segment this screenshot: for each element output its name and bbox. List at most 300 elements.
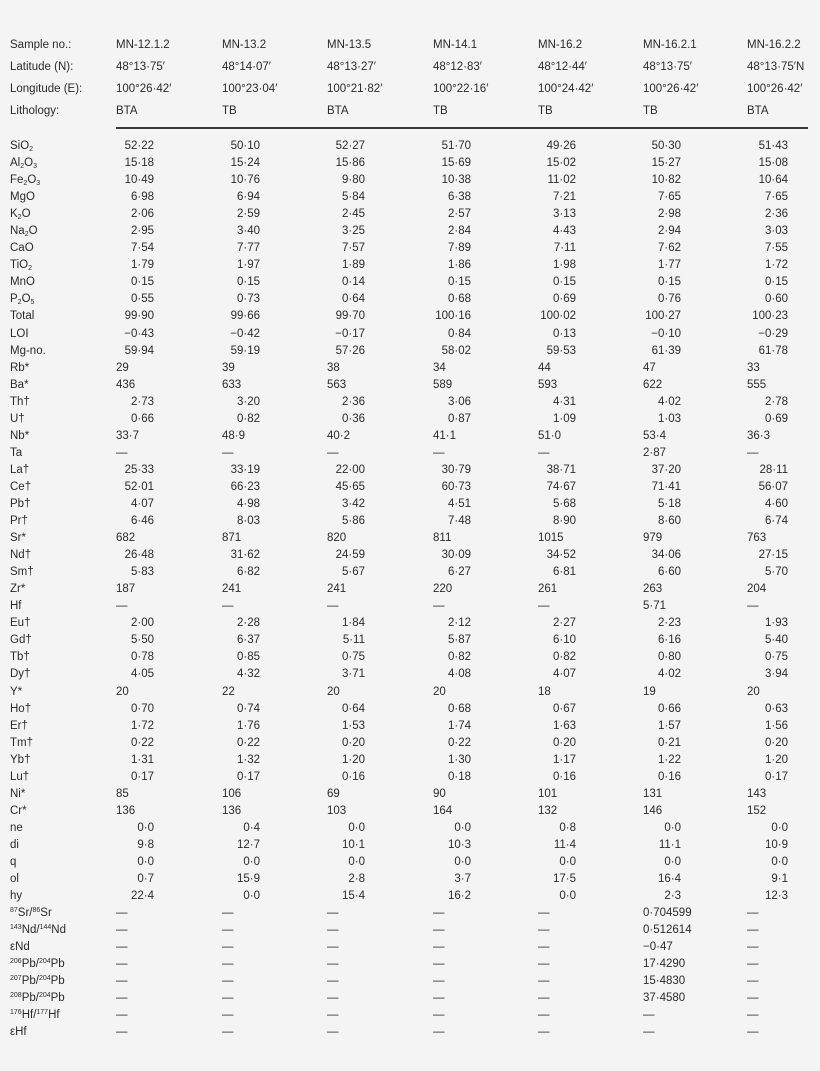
table-row [0, 1024, 820, 1041]
table-row [0, 649, 820, 666]
table-row [0, 956, 820, 973]
table-cell: — [747, 941, 759, 954]
table-cell: 0·15 [657, 276, 681, 289]
table-row [0, 701, 820, 718]
table-cell: 85 [116, 787, 129, 800]
table-cell: 47 [643, 361, 656, 374]
table-cell: 0·18 [447, 770, 471, 783]
table-cell: 622 [643, 378, 663, 391]
table-cell: 22·4 [130, 890, 154, 903]
table-cell: 6·94 [236, 191, 260, 204]
header-cell: MN-14.1 [433, 39, 478, 51]
table-cell: 241 [327, 583, 347, 596]
table-cell: — [222, 975, 234, 988]
table-cell: 0·69 [764, 412, 788, 425]
table-cell: 51·0 [538, 429, 562, 442]
header-cell: 48°13·75′N [747, 61, 805, 73]
table-row [0, 564, 820, 581]
table-cell: 61·39 [651, 344, 681, 357]
table-cell: 3·94 [764, 668, 788, 681]
row-label: $K_2O$ [10, 208, 31, 222]
header-cell: MN-13.5 [327, 39, 372, 51]
table-cell: 3·42 [341, 497, 365, 510]
table-row [0, 479, 820, 496]
table-cell: 0·17 [236, 770, 260, 783]
table-cell: — [747, 992, 759, 1005]
table-cell: 3·20 [236, 395, 260, 408]
row-label: Nd† [10, 549, 32, 562]
table-cell: 5·86 [341, 515, 365, 528]
table-cell: 26·48 [124, 549, 154, 562]
row-label: Yb† [10, 753, 31, 766]
table-cell: 99·66 [230, 310, 260, 323]
table-cell: 6·82 [236, 566, 260, 579]
table-cell: 0·17 [130, 770, 154, 783]
table-body [0, 138, 820, 1041]
header-cell: 100°21·82′ [327, 83, 383, 95]
row-label: LOI [10, 327, 29, 340]
table-cell: 7·89 [447, 242, 471, 255]
table-cell: 1·22 [657, 753, 681, 766]
table-cell: 0·0 [771, 821, 788, 834]
header-cell: 100°26·42′ [747, 83, 803, 95]
table-row [0, 206, 820, 223]
table-cell: 100·27 [645, 310, 681, 323]
header-cell: 100°24·42′ [538, 83, 594, 95]
table-cell: 34 [433, 361, 446, 374]
row-label: Rb* [10, 361, 30, 374]
table-cell: 1·93 [764, 617, 788, 630]
table-cell: 3·25 [341, 225, 365, 238]
table-cell: 1·72 [764, 259, 788, 272]
header-cell: 100°26·42′ [643, 83, 699, 95]
row-label: $^{207}$Pb/$^{204}$Pb [10, 975, 65, 988]
header-cell: MN-12.1.2 [116, 39, 170, 51]
table-cell: 0·20 [764, 736, 788, 749]
table-cell: 220 [433, 583, 453, 596]
row-label: Ce† [10, 480, 32, 493]
table-row [0, 939, 820, 956]
table-cell: 1·57 [657, 719, 681, 732]
table-cell: 1·32 [236, 753, 260, 766]
table-cell: 4·02 [657, 395, 681, 408]
table-cell: — [116, 907, 128, 920]
header-cell: TB [222, 105, 237, 117]
table-row [0, 428, 820, 445]
table-cell: 2·23 [657, 617, 681, 630]
row-label: Gd† [10, 634, 32, 647]
table-cell: 11·02 [547, 174, 576, 187]
table-cell: 2·73 [130, 395, 154, 408]
table-row [0, 513, 820, 530]
table-cell: 0·66 [130, 412, 154, 425]
table-cell: 10·3 [447, 838, 471, 851]
table-cell: 0·0 [137, 855, 154, 868]
header-cell: 48°13·75′ [116, 61, 165, 73]
table-row [0, 581, 820, 598]
table-row [0, 155, 820, 172]
row-label: Sr* [10, 532, 26, 545]
table-cell: 11·1 [658, 838, 681, 851]
table-cell: −0·17 [335, 327, 365, 340]
table-cell: 34·06 [651, 549, 681, 562]
table-row [0, 718, 820, 735]
table-cell: 132 [538, 804, 558, 817]
header-cell: BTA [747, 105, 769, 117]
table-cell: 39 [222, 361, 235, 374]
row-label: $P_2O_5$ [10, 293, 35, 307]
row-label: εNd [10, 941, 30, 954]
table-cell: 0·0 [243, 890, 260, 903]
table-cell: 45·65 [335, 480, 365, 493]
table-cell: — [538, 907, 550, 920]
table-cell: 1·20 [764, 753, 788, 766]
table-cell: 0·67 [552, 702, 576, 715]
table-row [0, 411, 820, 428]
header-cell: 48°14·07′ [222, 61, 271, 73]
table-cell: 50·10 [230, 140, 260, 152]
table-cell: — [538, 446, 550, 459]
table-cell: 15·9 [236, 873, 260, 886]
table-cell: — [538, 1009, 550, 1022]
row-label: SiO$_2$ [10, 140, 34, 153]
table-cell: 2·12 [447, 617, 471, 630]
table-cell: 811 [433, 532, 452, 545]
table-cell: 2·36 [764, 208, 788, 221]
row-label: Zr* [10, 583, 26, 596]
table-cell: 0·704599 [643, 907, 692, 920]
table-cell: 979 [643, 532, 663, 545]
table-cell: 0·17 [764, 770, 788, 783]
row-label: Ba* [10, 378, 29, 391]
row-label: MnO [10, 276, 35, 289]
table-cell: 7·57 [341, 242, 365, 255]
header-cell: 48°12·83′ [433, 61, 482, 73]
table-row [0, 291, 820, 308]
row-label: $Na_2O$ [10, 225, 38, 239]
table-cell: 4·31 [552, 395, 576, 408]
table-cell: 6·60 [657, 566, 681, 579]
table-cell: 31·62 [230, 549, 260, 562]
table-cell: — [327, 941, 339, 954]
table-cell: 0·0 [243, 855, 260, 868]
table-cell: — [538, 941, 550, 954]
header-row [0, 79, 820, 99]
table-cell: −0·42 [230, 327, 260, 340]
table-cell: 1015 [538, 532, 564, 545]
header-row [0, 35, 820, 55]
row-label: Er† [10, 719, 28, 732]
table-cell: 2·98 [657, 208, 681, 221]
table-cell: — [747, 958, 759, 971]
header-rule [116, 127, 808, 129]
table-cell: — [222, 1026, 234, 1039]
table-cell: 0·16 [552, 770, 576, 783]
row-label: $^{87}$Sr/$^{86}$Sr [10, 907, 52, 920]
table-cell: 0·14 [341, 276, 365, 289]
table-cell: 0·64 [341, 293, 365, 306]
table-cell: 3·71 [341, 668, 365, 681]
table-cell: 0·76 [657, 293, 681, 306]
table-row [0, 240, 820, 257]
table-cell: 99·90 [124, 310, 154, 323]
table-row [0, 223, 820, 240]
table-cell: 5·84 [341, 191, 365, 204]
table-cell: 1·72 [130, 719, 154, 732]
table-cell: 20 [433, 685, 446, 698]
table-cell: 187 [116, 583, 136, 596]
table-cell: 3·06 [447, 395, 471, 408]
table-row [0, 547, 820, 564]
header-cell: BTA [116, 105, 138, 117]
table-cell: 100·16 [435, 310, 471, 323]
table-cell: 0·74 [236, 702, 260, 715]
table-cell: 6·81 [552, 566, 576, 579]
table-cell: 17·5 [552, 873, 576, 886]
table-cell: 50·30 [651, 140, 681, 152]
table-cell: — [433, 992, 445, 1005]
table-cell: 7·62 [657, 242, 681, 255]
table-cell: 436 [116, 378, 136, 391]
table-cell: 59·53 [546, 344, 576, 357]
table-cell: 7·55 [764, 242, 788, 255]
table-cell: 2·3 [664, 890, 681, 903]
table-cell: 1·89 [341, 259, 365, 272]
row-label: $^{143}$Nd/$^{144}$Nd [10, 924, 66, 937]
header-cell: 100°23·04′ [222, 83, 278, 95]
table-cell: 7·65 [657, 191, 681, 204]
header-cell: 48°12·44′ [538, 61, 587, 73]
table-cell: — [327, 924, 339, 937]
header-cell: MN-16.2.2 [747, 39, 801, 51]
table-cell: — [222, 446, 234, 459]
table-cell: 1·76 [236, 719, 260, 732]
header-cell: 48°13·75′ [643, 61, 692, 73]
table-row [0, 905, 820, 922]
table-cell: 0·22 [447, 736, 471, 749]
table-cell: — [747, 446, 759, 459]
table-cell: 0·73 [236, 293, 260, 306]
table-cell: 22 [222, 685, 235, 698]
table-cell: 563 [327, 378, 347, 391]
table-cell: — [538, 975, 550, 988]
table-cell: — [747, 600, 759, 613]
table-cell: 0·64 [341, 702, 365, 715]
table-row [0, 684, 820, 701]
table-cell: 7·11 [553, 242, 576, 255]
table-cell: 1·03 [657, 412, 681, 425]
table-cell: — [116, 924, 128, 937]
table-cell: 34·52 [546, 549, 576, 562]
table-cell: 6·38 [447, 191, 471, 204]
header-label: Latitude (N): [10, 61, 74, 73]
table-row [0, 973, 820, 990]
table-cell: 10·38 [441, 174, 471, 187]
table-cell: 52·22 [124, 140, 154, 152]
table-cell: 15·24 [230, 157, 260, 170]
table-cell: 27·15 [758, 549, 788, 562]
table-cell: 15·4 [341, 890, 365, 903]
table-cell: 0·82 [236, 412, 260, 425]
table-cell: 4·51 [447, 497, 471, 510]
table-cell: 74·67 [546, 480, 576, 493]
table-cell: 0·69 [552, 293, 576, 306]
table-cell: — [327, 975, 339, 988]
table-cell: 33 [747, 361, 760, 374]
table-cell: — [116, 446, 128, 459]
table-cell: 100·23 [752, 310, 788, 323]
table-cell: — [538, 924, 550, 937]
table-cell: 6·16 [657, 634, 681, 647]
row-label: ol [10, 873, 19, 886]
table-cell: 0·0 [559, 890, 576, 903]
table-cell: 36·3 [747, 429, 771, 442]
row-label: di [10, 838, 19, 851]
table-cell: 589 [433, 378, 453, 391]
table-cell: 18 [538, 685, 551, 698]
row-label: Pr† [10, 515, 28, 528]
table-cell: — [643, 1026, 655, 1039]
table-cell: 0·15 [447, 276, 471, 289]
table-cell: 7·77 [236, 242, 260, 255]
table-cell: — [538, 992, 550, 1005]
table-cell: 57·26 [335, 344, 365, 357]
table-cell: — [538, 958, 550, 971]
table-cell: 103 [327, 804, 347, 817]
table-cell: 0·70 [130, 702, 154, 715]
row-label: MgO [10, 191, 35, 204]
row-label: La† [10, 463, 30, 476]
table-cell: 5·68 [552, 497, 576, 510]
table-cell: 7·48 [447, 515, 471, 528]
table-cell: 0·0 [454, 821, 471, 834]
table-cell: 5·40 [764, 634, 788, 647]
header-label: Longitude (E): [10, 83, 83, 95]
table-cell: 20 [327, 685, 340, 698]
table-cell: 152 [747, 804, 767, 817]
table-cell: 1·86 [447, 259, 471, 272]
table-cell: 90 [433, 787, 446, 800]
table-cell: — [327, 1009, 339, 1022]
header-label: Sample no.: [10, 39, 72, 51]
table-row [0, 666, 820, 683]
table-cell: 58·02 [441, 344, 471, 357]
table-cell: 4·43 [552, 225, 576, 238]
table-cell: 2·95 [130, 225, 154, 238]
table-cell: — [433, 1009, 445, 1022]
table-cell: 5·11 [342, 634, 365, 647]
table-cell: 52·27 [335, 140, 365, 152]
table-cell: — [222, 992, 234, 1005]
row-label: CaO [10, 242, 34, 255]
table-cell: — [433, 1026, 445, 1039]
table-cell: 106 [222, 787, 242, 800]
table-cell: — [116, 975, 128, 988]
table-cell: 2·36 [341, 395, 365, 408]
row-label: Th† [10, 395, 30, 408]
table-cell: — [433, 446, 445, 459]
table-cell: 5·70 [764, 566, 788, 579]
table-cell: 555 [747, 378, 767, 391]
table-cell: 0·15 [130, 276, 154, 289]
table-cell: 1·79 [130, 259, 154, 272]
table-cell: 1·77 [657, 259, 681, 272]
table-cell: −0·29 [758, 327, 788, 340]
table-row [0, 138, 820, 155]
table-cell: 99·70 [335, 310, 365, 323]
table-row [0, 786, 820, 803]
table-cell: 2·06 [130, 208, 154, 221]
table-cell: 8·03 [236, 515, 260, 528]
table-cell: 8·90 [552, 515, 576, 528]
table-cell: 1·63 [552, 719, 576, 732]
row-label: Y* [10, 685, 23, 698]
table-cell: 204 [747, 583, 767, 596]
table-cell: 100·02 [540, 310, 576, 323]
table-cell: 1·53 [341, 719, 365, 732]
table-cell: 4·07 [130, 497, 154, 510]
table-cell: — [222, 907, 234, 920]
table-cell: 4·08 [447, 668, 471, 681]
table-row [0, 326, 820, 343]
table-cell: 2·45 [341, 208, 365, 221]
row-label: Hf [10, 600, 22, 613]
table-cell: 15·69 [441, 157, 471, 170]
table-cell: −0·47 [643, 941, 673, 954]
table-cell: 53·4 [643, 429, 667, 442]
table-cell: 2·84 [447, 225, 471, 238]
table-cell: 2·8 [348, 873, 365, 886]
table-cell: 49·26 [546, 140, 576, 152]
table-cell: 4·07 [552, 668, 576, 681]
table-row [0, 445, 820, 462]
table-cell: 16·2 [447, 890, 471, 903]
row-label: Pb† [10, 497, 31, 510]
table-cell: 10·1 [341, 838, 365, 851]
table-cell: 15·27 [651, 157, 681, 170]
header-cell: 48°13·27′ [327, 61, 376, 73]
table-row [0, 769, 820, 786]
table-cell: 0·68 [447, 293, 471, 306]
row-label: TiO$_2$ [10, 259, 33, 273]
table-cell: 0·80 [657, 651, 681, 664]
table-cell: 241 [222, 583, 242, 596]
table-cell: 633 [222, 378, 242, 391]
table-cell: 143 [747, 787, 767, 800]
table-row [0, 377, 820, 394]
row-label: q [10, 855, 17, 868]
table-cell: 10·76 [230, 174, 260, 187]
row-label: Nb* [10, 429, 30, 442]
row-label: Ni* [10, 787, 26, 800]
header-cell: MN-16.2 [538, 39, 583, 51]
table-cell: 0·0 [664, 855, 681, 868]
table-row [0, 343, 820, 360]
table-cell: — [433, 958, 445, 971]
table-cell: 0·78 [130, 651, 154, 664]
table-cell: 763 [747, 532, 767, 545]
table-row [0, 308, 820, 325]
header-cell: MN-13.2 [222, 39, 267, 51]
table-cell: 5·71 [643, 600, 667, 613]
table-cell: — [747, 975, 759, 988]
table-cell: 0·0 [664, 821, 681, 834]
table-cell: 0·22 [130, 736, 154, 749]
table-cell: 15·86 [335, 157, 365, 170]
table-cell: 24·59 [335, 549, 365, 562]
table-cell: 1·56 [764, 719, 788, 732]
table-cell: 10·82 [651, 174, 681, 187]
